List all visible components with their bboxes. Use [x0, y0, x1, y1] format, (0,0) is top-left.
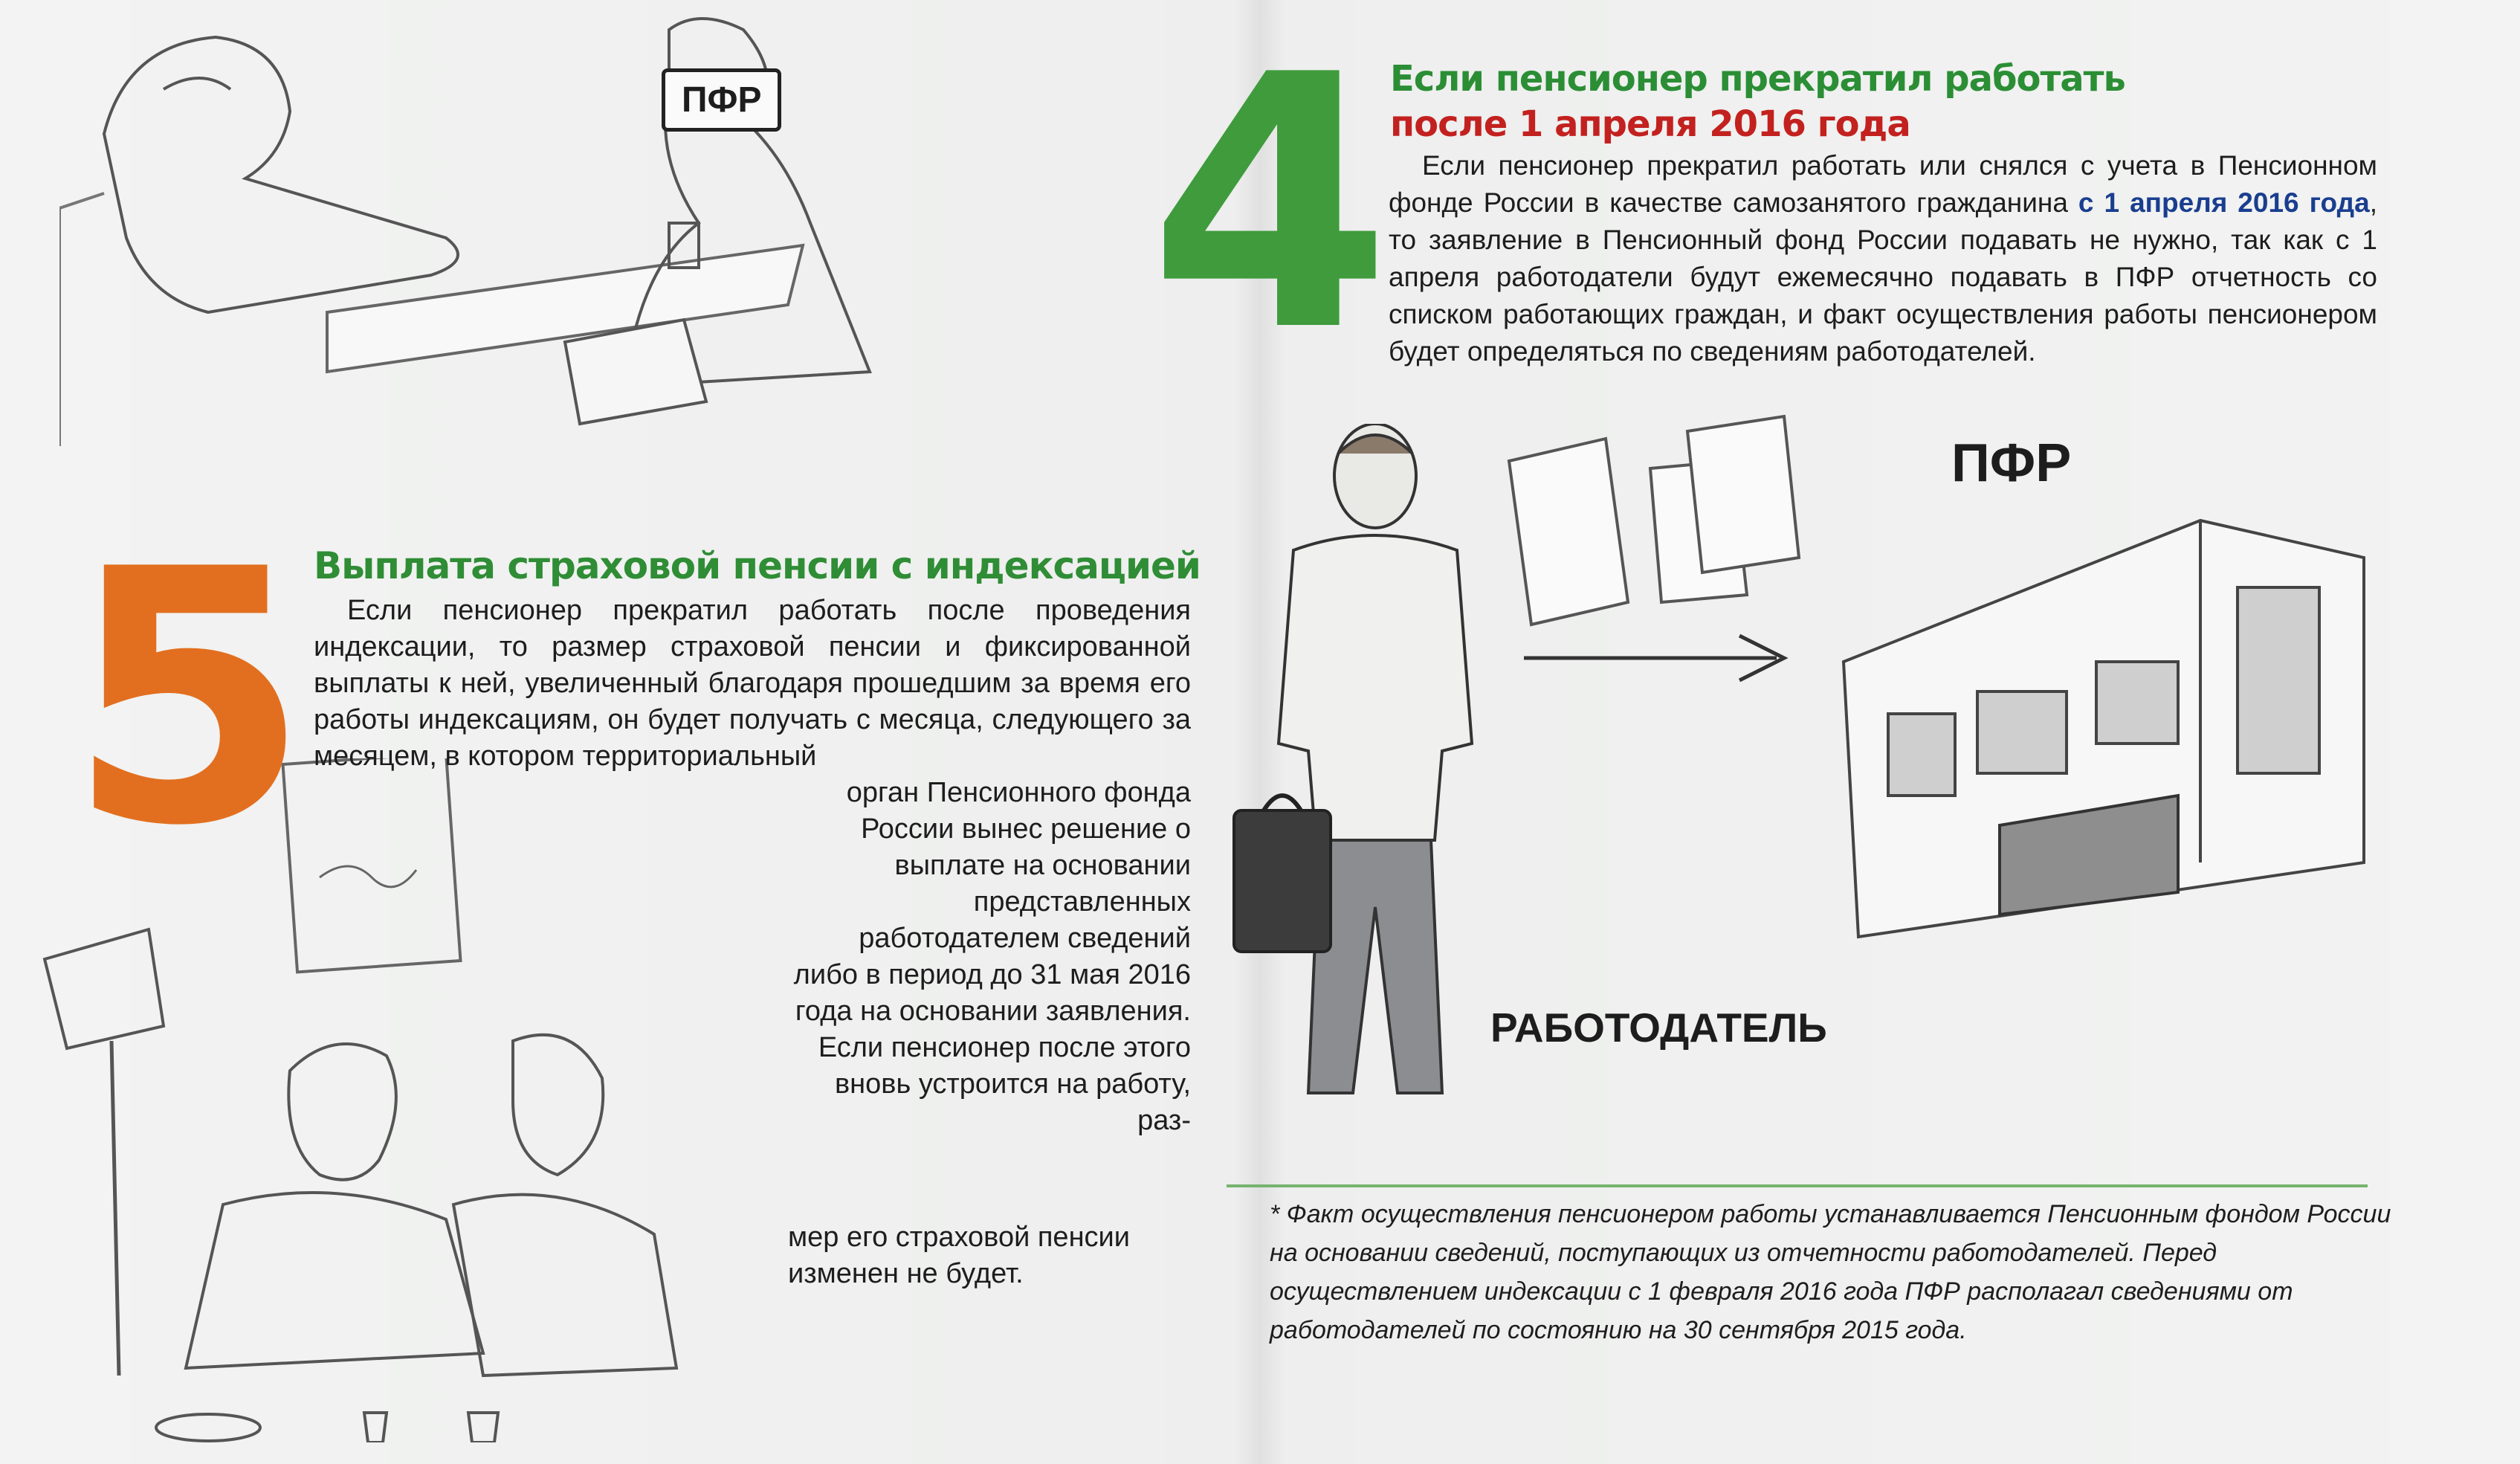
section-5-body: Если пенсионер прекратил работать после проведения индексации, то размер страховой пенсии и фиксированной выплаты к ней, увеличенный благодаря прошедшим за время его работы индексациям, он будет получать с месяца, следующего за месяцем, в котором территориальный	[314, 595, 1191, 772]
pfr-building-sketch	[1829, 476, 2394, 959]
office-sketch	[59, 0, 1100, 446]
section-4-body-part-2: , то заявление в Пенсионный фонд России подавать не нужно, так как с 1 апреля работодатели будут ежемесячно подавать в ПФР отчетность со списком работающих граждан, и факт осуществления работы пенсионером будет определяться по сведениям работодателей.	[1389, 187, 2377, 367]
building-label-pfr: ПФР	[1951, 433, 2072, 493]
section-4-title-line-2: после 1 апреля 2016 года	[1390, 103, 1910, 145]
arrow-to-pfr	[1516, 625, 1799, 691]
desk-sign-pfr: ПФР	[662, 68, 781, 132]
section-4-body-part-1: Если пенсионер прекратил работать или снялся с учета в Пенсионном фонде России в качестве самозанятого гражданина	[1389, 150, 2377, 218]
employee-with-briefcase-sketch	[1227, 424, 1524, 1130]
section-4-title-line-1: Если пенсионер прекратил работать	[1390, 58, 2125, 100]
section-5-number: 5	[67, 495, 305, 902]
section-4-body-date: с 1 апреля 2016 года	[2078, 187, 2370, 218]
section-5-body-wrap: орган Пенсионного фонда России вынес решение о выплате на основании представленных работодателем сведений либо в период до 31 мая 2016 года на основании заявления. Если пенсионер после этого вновь устроится на работу, раз-	[793, 777, 1191, 1136]
section-5-body-end: мер его страховой пенсии изменен не будет.	[788, 1222, 1131, 1289]
papers-sketch	[1502, 409, 1814, 647]
section-4-body	[1389, 147, 2377, 370]
employer-label: РАБОТОДАТЕЛЬ	[1490, 1005, 1827, 1051]
section-4-number: 4	[1148, 1, 1386, 407]
footnote-divider	[1227, 1184, 2368, 1187]
footnote: * Факт осуществления пенсионером работы устанавливается Пенсионным фондом России на основании сведений, поступающих из отчетности работодателей. Перед осуществлением индексации с 1 февраля 2016 года ПФР располагал сведениями от работодателей по состоянию на 30 сентября 2015 года.	[1270, 1200, 2391, 1344]
section-5-title: Выплата страховой пенсии с индексацией	[314, 544, 1201, 587]
